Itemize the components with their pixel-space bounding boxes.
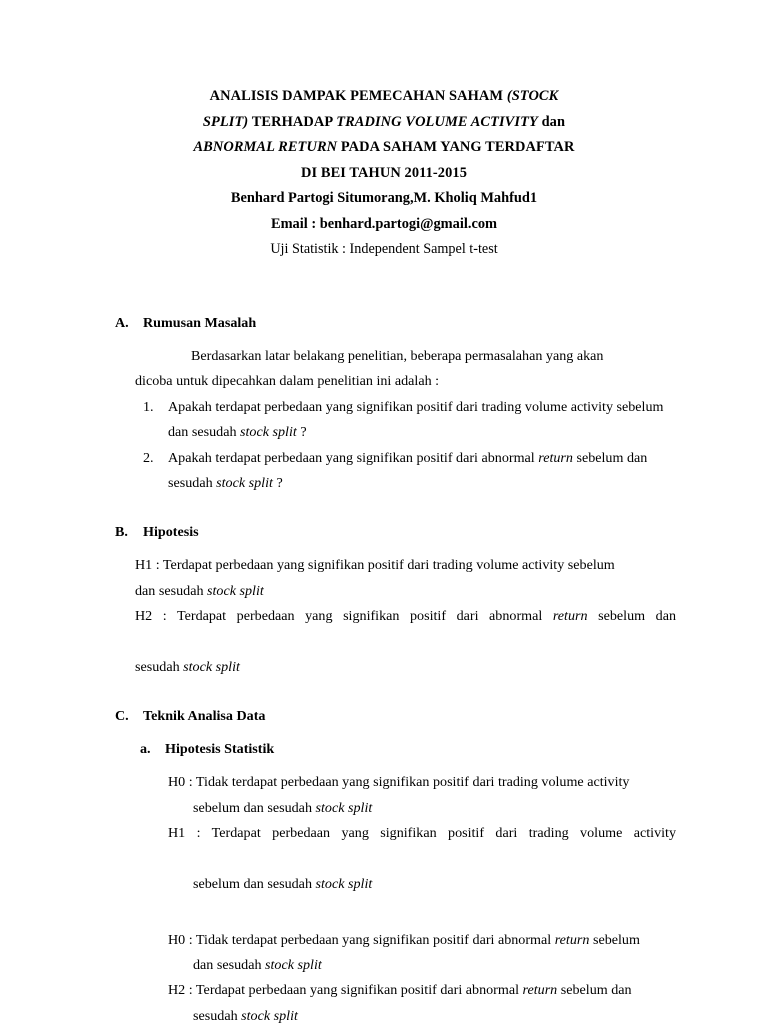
list-item-marker-2: 2.	[143, 449, 154, 466]
list-item	[0, 446, 768, 497]
statistical-hypothesis-h0-ar-text-b: sebelum	[589, 931, 640, 948]
title-line-3	[96, 135, 672, 161]
email-line: Email : benhard.partogi@gmail.com	[270, 215, 498, 232]
subtitle-line: Uji Statistik : Independent Sampel t-test	[270, 241, 498, 257]
title-line-2-roman-terhadap: TERHADAP	[248, 113, 337, 130]
hypothesis-h1-b-line1: H1 : Terdapat perbedaan yang signifikan positif dari trading volume activity sebelum	[135, 557, 615, 574]
section-c-sub-marker: a.	[140, 741, 151, 758]
hypothesis-h2-b-cont-italic: stock split	[183, 659, 240, 676]
hypothesis-h2-b-text-a: H2 : Terdapat perbedaan yang signifikan positif dari abnormal	[135, 608, 553, 625]
hypothesis-h1-b-cont-italic: stock split	[207, 582, 264, 599]
section-c-heading-text: Teknik Analisa Data	[143, 708, 266, 725]
title-line-3-roman: PADA SAHAM YANG TERDAFTAR	[337, 139, 575, 155]
list-item-text-1b: ?	[296, 424, 307, 441]
section-a-heading	[0, 311, 768, 335]
statistical-hypothesis-h0-tva-cont-italic: stock split	[315, 799, 373, 816]
document-body	[0, 311, 768, 1024]
statistical-hypothesis-h2-ar	[0, 978, 768, 1024]
title-line-1	[96, 84, 672, 110]
title-line-3-italic-abnormal-return: ABNORMAL RETURN	[193, 139, 338, 155]
hypothesis-h2-b-cont-text: sesudah	[135, 659, 184, 676]
hypothesis-h1-b-cont-text: dan sesudah	[135, 582, 208, 599]
statistical-hypothesis-h2-ar-cont-text: sesudah	[193, 1007, 242, 1024]
title-block	[96, 84, 672, 263]
statistical-hypothesis-h1-tva-line2	[168, 872, 676, 897]
statistical-hypothesis-h1-tva-cont-italic: stock split	[315, 876, 373, 893]
list-item-italic-2-return: return	[538, 449, 573, 466]
list-item-text-2a: Apakah terdapat perbedaan yang signifikan positif dari abnormal	[168, 449, 539, 466]
section-c-marker: C.	[115, 708, 129, 725]
title-line-2-roman-dan: dan	[537, 113, 566, 130]
statistical-hypothesis-h1-tva-cont-text: sebelum dan sesudah	[193, 876, 316, 893]
section-b-heading	[0, 520, 768, 544]
title-line-4: DI BEI TAHUN 2011-2015	[301, 164, 467, 181]
section-c-sub-heading-text: Hipotesis Statistik	[165, 741, 275, 758]
list-item-text-2b: sebelum dan sesudah	[168, 449, 648, 492]
author-line: Benhard Partogi Situmorang,M. Kholiq Mahfud1	[230, 190, 538, 206]
title-line-2-italic-split: SPLIT)	[202, 113, 249, 130]
statistical-hypothesis-h1-tva	[0, 821, 768, 897]
statistical-hypothesis-h2-ar-line2	[168, 1004, 676, 1024]
list-item	[0, 395, 768, 446]
section-a-marker: A.	[115, 315, 129, 331]
section-a-intro-line-2: dicoba untuk dipecahkan dalam penelitian ini adalah :	[135, 373, 440, 390]
title-line-2	[96, 110, 672, 136]
section-b-heading-text: Hipotesis	[143, 524, 199, 541]
hypothesis-h2-b	[0, 604, 768, 680]
section-a-heading-text: Rumusan Masalah	[143, 315, 257, 331]
hypothesis-h2-b-line1	[135, 604, 676, 655]
statistical-hypothesis-h0-ar-line2	[168, 953, 676, 978]
statistical-hypothesis-h0-ar-cont-text: dan sesudah	[193, 956, 266, 973]
statistical-hypothesis-h1-tva-line1: H1 : Terdapat perbedaan yang signifikan positif dari trading volume activity	[168, 825, 676, 842]
title-line-1-italic: (STOCK	[506, 88, 559, 104]
statistical-hypothesis-h2-ar-italic-return: return	[522, 982, 558, 999]
section-c-sub-heading	[0, 737, 768, 761]
statistical-hypothesis-h0-ar-cont-italic: stock split	[265, 956, 322, 973]
title-line-1-roman: ANALISIS DAMPAK PEMECAHAN SAHAM	[209, 88, 507, 104]
list-item-text-1a: Apakah terdapat perbedaan yang signifikan positif dari trading volume activity sebelum dan sesudah	[168, 398, 664, 441]
statistical-hypothesis-h0-tva	[0, 770, 768, 821]
list-item-italic-1: stock split	[240, 424, 297, 441]
statistical-hypothesis-h2-ar-text-a: H2 : Terdapat perbedaan yang signifikan positif dari abnormal	[168, 982, 523, 999]
section-b-marker: B.	[115, 524, 128, 541]
statistical-hypothesis-h0-ar-line1	[168, 932, 640, 948]
hypothesis-h2-b-italic-return: return	[552, 608, 588, 625]
statistical-hypothesis-h0-tva-line1: H0 : Tidak terdapat perbedaan yang signifikan positif dari trading volume activity	[168, 774, 630, 791]
statistical-hypothesis-h0-ar-italic-return: return	[554, 931, 590, 948]
statistical-hypothesis-h0-ar-text-a: H0 : Tidak terdapat perbedaan yang signifikan positif dari abnormal	[168, 931, 555, 948]
hypothesis-h1-b	[0, 553, 768, 604]
statistical-hypothesis-h0-tva-line2	[168, 796, 676, 821]
statistical-hypothesis-h2-ar-text-b: sebelum dan	[557, 982, 632, 999]
list-item-text-2c: ?	[272, 475, 283, 492]
statistical-hypothesis-h0-tva-cont-text: sebelum dan sesudah	[193, 799, 316, 816]
title-line-2-italic-tva: TRADING VOLUME ACTIVITY	[336, 113, 538, 130]
hypothesis-h2-b-line2	[135, 655, 676, 680]
list-item-italic-2-split: stock split	[216, 475, 273, 492]
section-c-heading	[0, 704, 768, 728]
list-item-marker-1: 1.	[143, 398, 154, 415]
hypothesis-h2-b-text-b: sebelum dan	[587, 608, 676, 625]
hypothesis-h1-b-line2	[135, 579, 676, 604]
statistical-hypothesis-h2-ar-line1	[168, 982, 632, 998]
statistical-hypothesis-h0-ar	[0, 928, 768, 979]
section-a-intro-line-1: Berdasarkan latar belakang penelitian, beberapa permasalahan yang akan	[191, 348, 604, 364]
statistical-hypothesis-h2-ar-cont-italic: stock split	[241, 1007, 298, 1024]
